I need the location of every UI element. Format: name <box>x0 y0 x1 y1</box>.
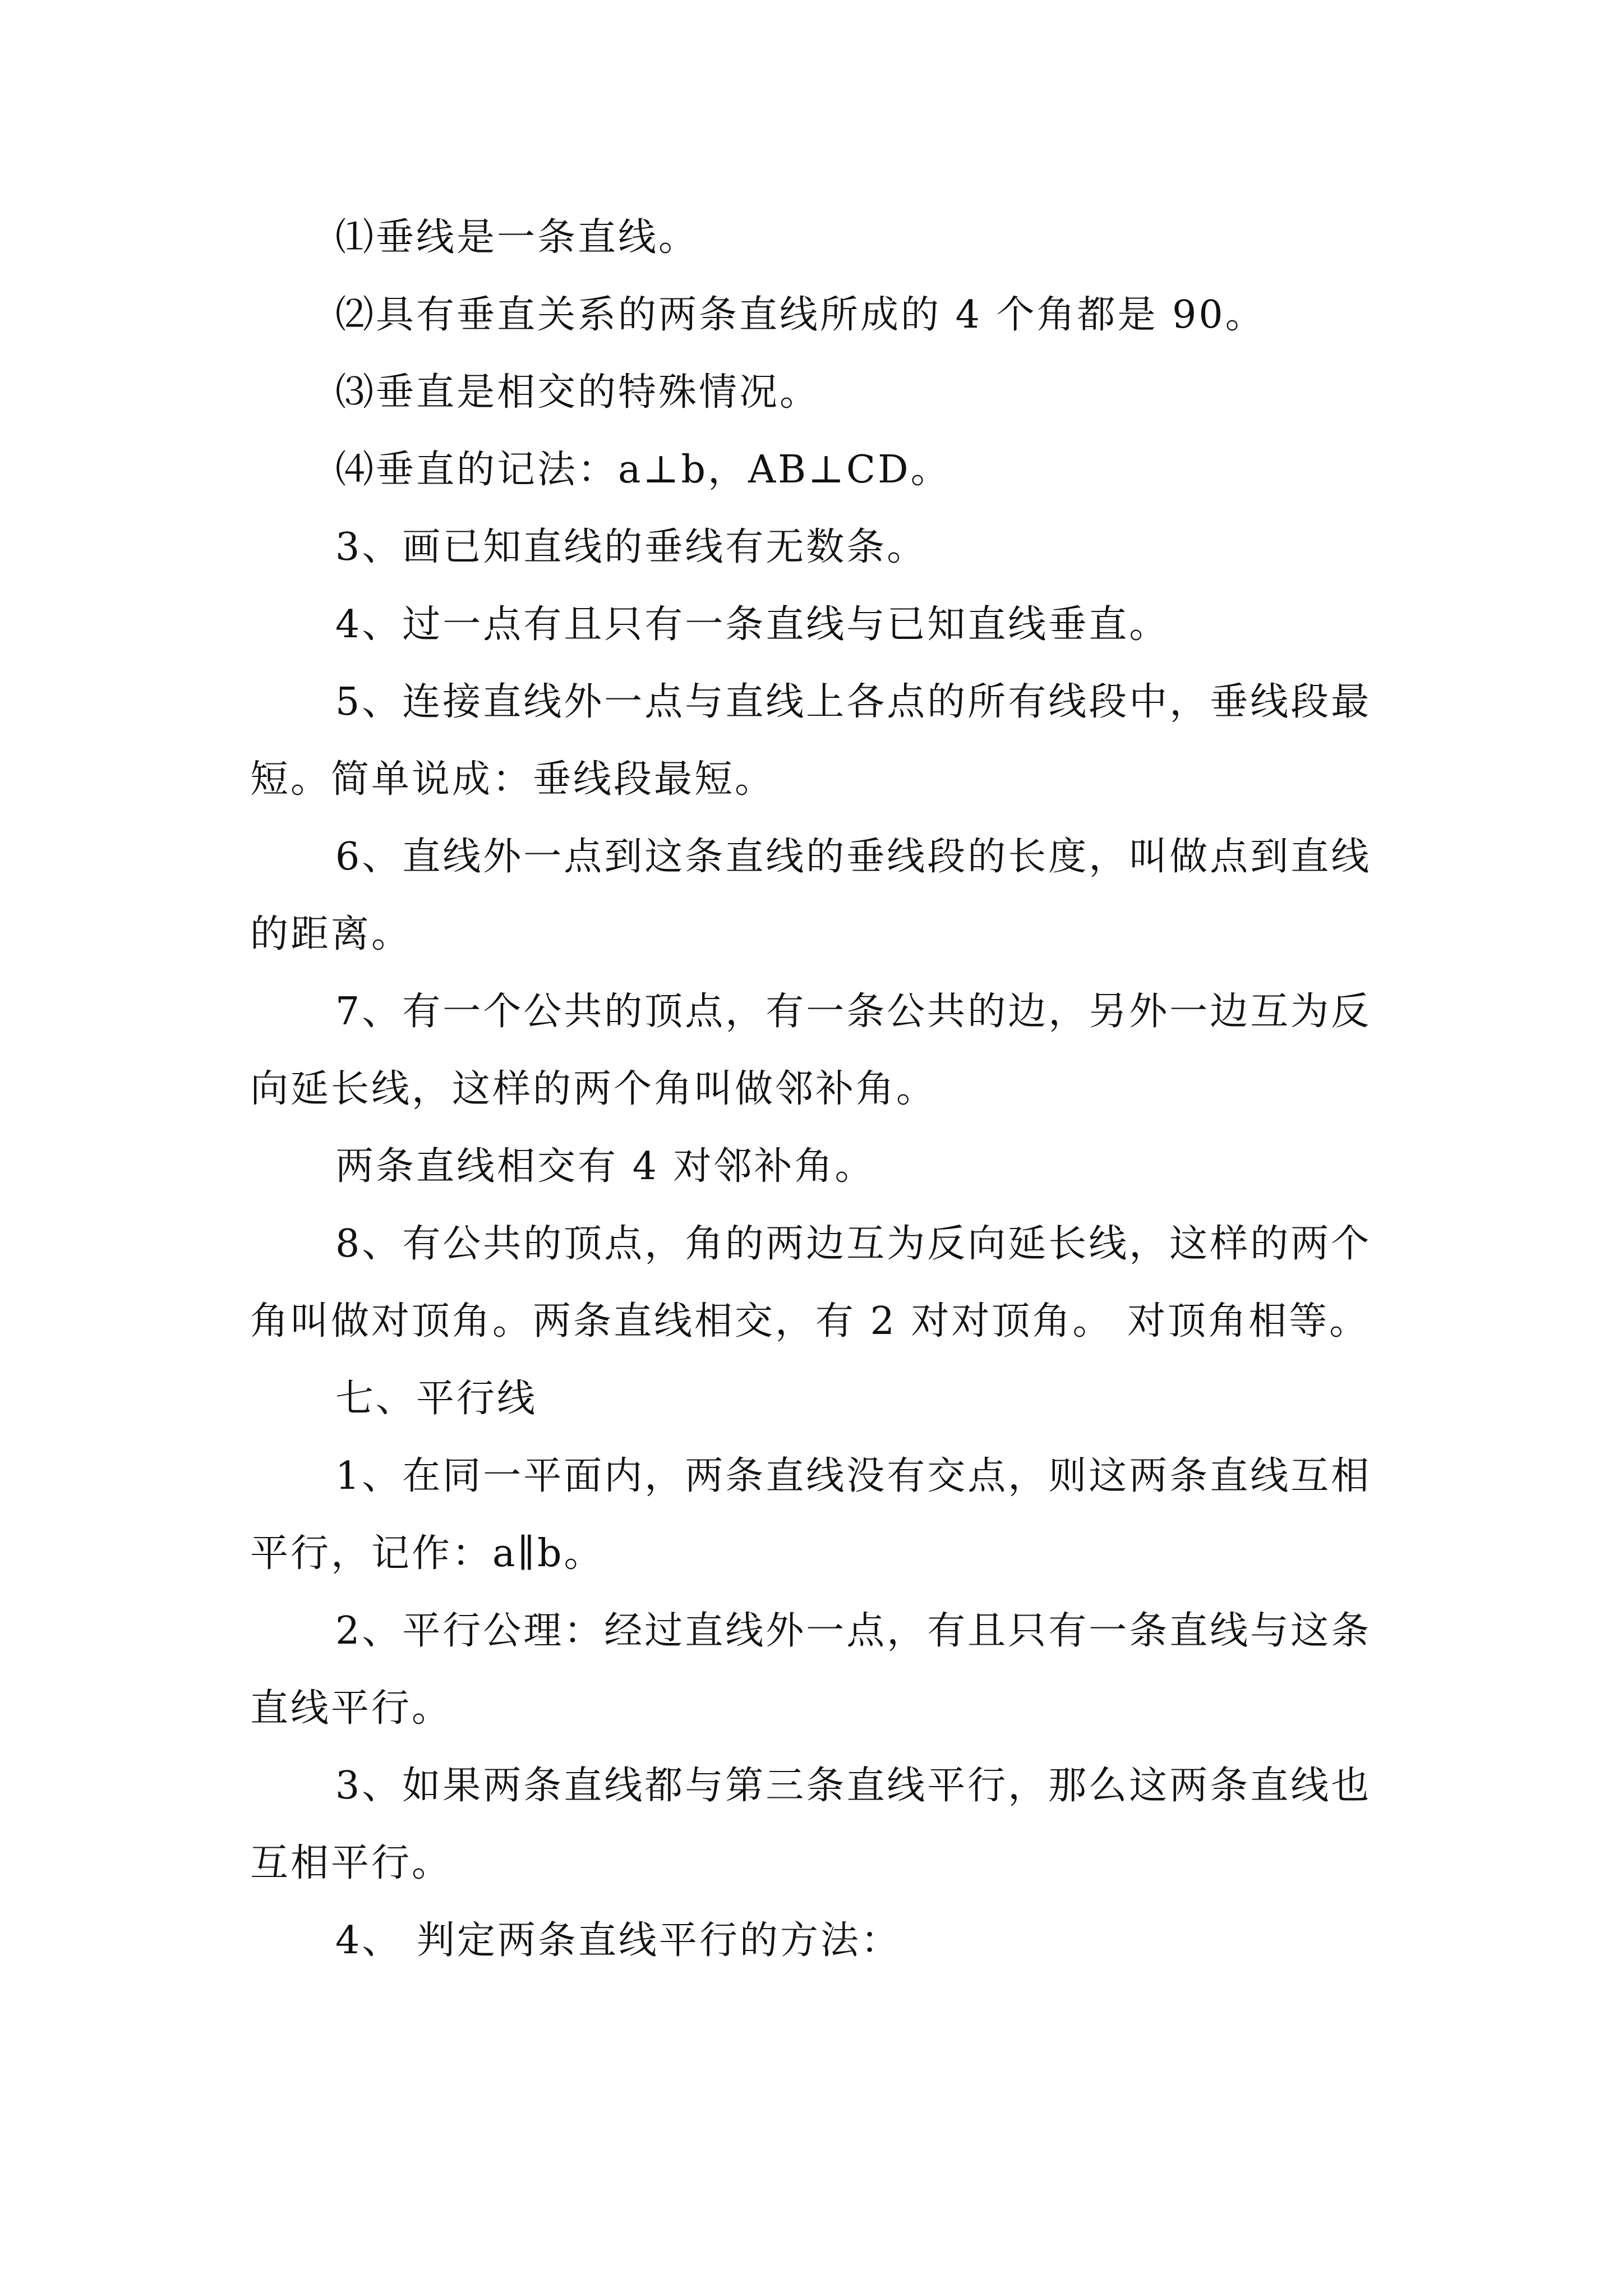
paragraph-perpendicular-line-4: ⑷垂直的记法：a⊥b，AB⊥CD。 <box>335 448 951 492</box>
paragraph-item-5: 5、连接直线外一点与直线上各点的所有线段中，垂线段最短。简单说成：垂线段最短。 <box>250 680 1372 802</box>
paragraph-item-7: 7、有一个公共的顶点，有一条公共的边，另外一边互为反向延长线，这样的两个角叫做邻补角。 <box>250 990 1372 1111</box>
paragraph-item-8: 8、有公共的顶点，角的两边互为反向延长线，这样的两个角叫做对顶角。两条直线相交，有 2 对对顶角。 对顶角相等。 <box>250 1222 1372 1343</box>
paragraph-perpendicular-line-2: ⑵具有垂直关系的两条直线所成的 4 个角都是 90。 <box>335 293 1266 337</box>
paragraph-parallel-3: 3、如果两条直线都与第三条直线平行，那么这两条直线也互相平行。 <box>250 1764 1372 1885</box>
paragraph-parallel-2: 2、平行公理：经过直线外一点，有且只有一条直线与这条直线平行。 <box>250 1609 1372 1731</box>
paragraph-perpendicular-line-3: ⑶垂直是相交的特殊情况。 <box>335 370 820 415</box>
paragraph-item-3: 3、画已知直线的垂线有无数条。 <box>335 525 928 569</box>
paragraph-adjacent-angles: 两条直线相交有 4 对邻补角。 <box>335 1144 875 1189</box>
paragraph-parallel-4: 4、 判定两条直线平行的方法： <box>335 1918 901 1963</box>
paragraph-parallel-1: 1、在同一平面内，两条直线没有交点，则这两条直线互相平行，记作：a∥b。 <box>250 1454 1372 1576</box>
paragraph-item-4: 4、过一点有且只有一条直线与已知直线垂直。 <box>335 602 1170 647</box>
paragraph-perpendicular-line-1: ⑴垂线是一条直线。 <box>335 215 699 260</box>
section-heading-parallel-lines: 七、平行线 <box>335 1377 538 1421</box>
paragraph-item-6: 6、直线外一点到这条直线的垂线段的长度，叫做点到直线的距离。 <box>250 835 1372 956</box>
document-body <box>250 199 1394 1980</box>
